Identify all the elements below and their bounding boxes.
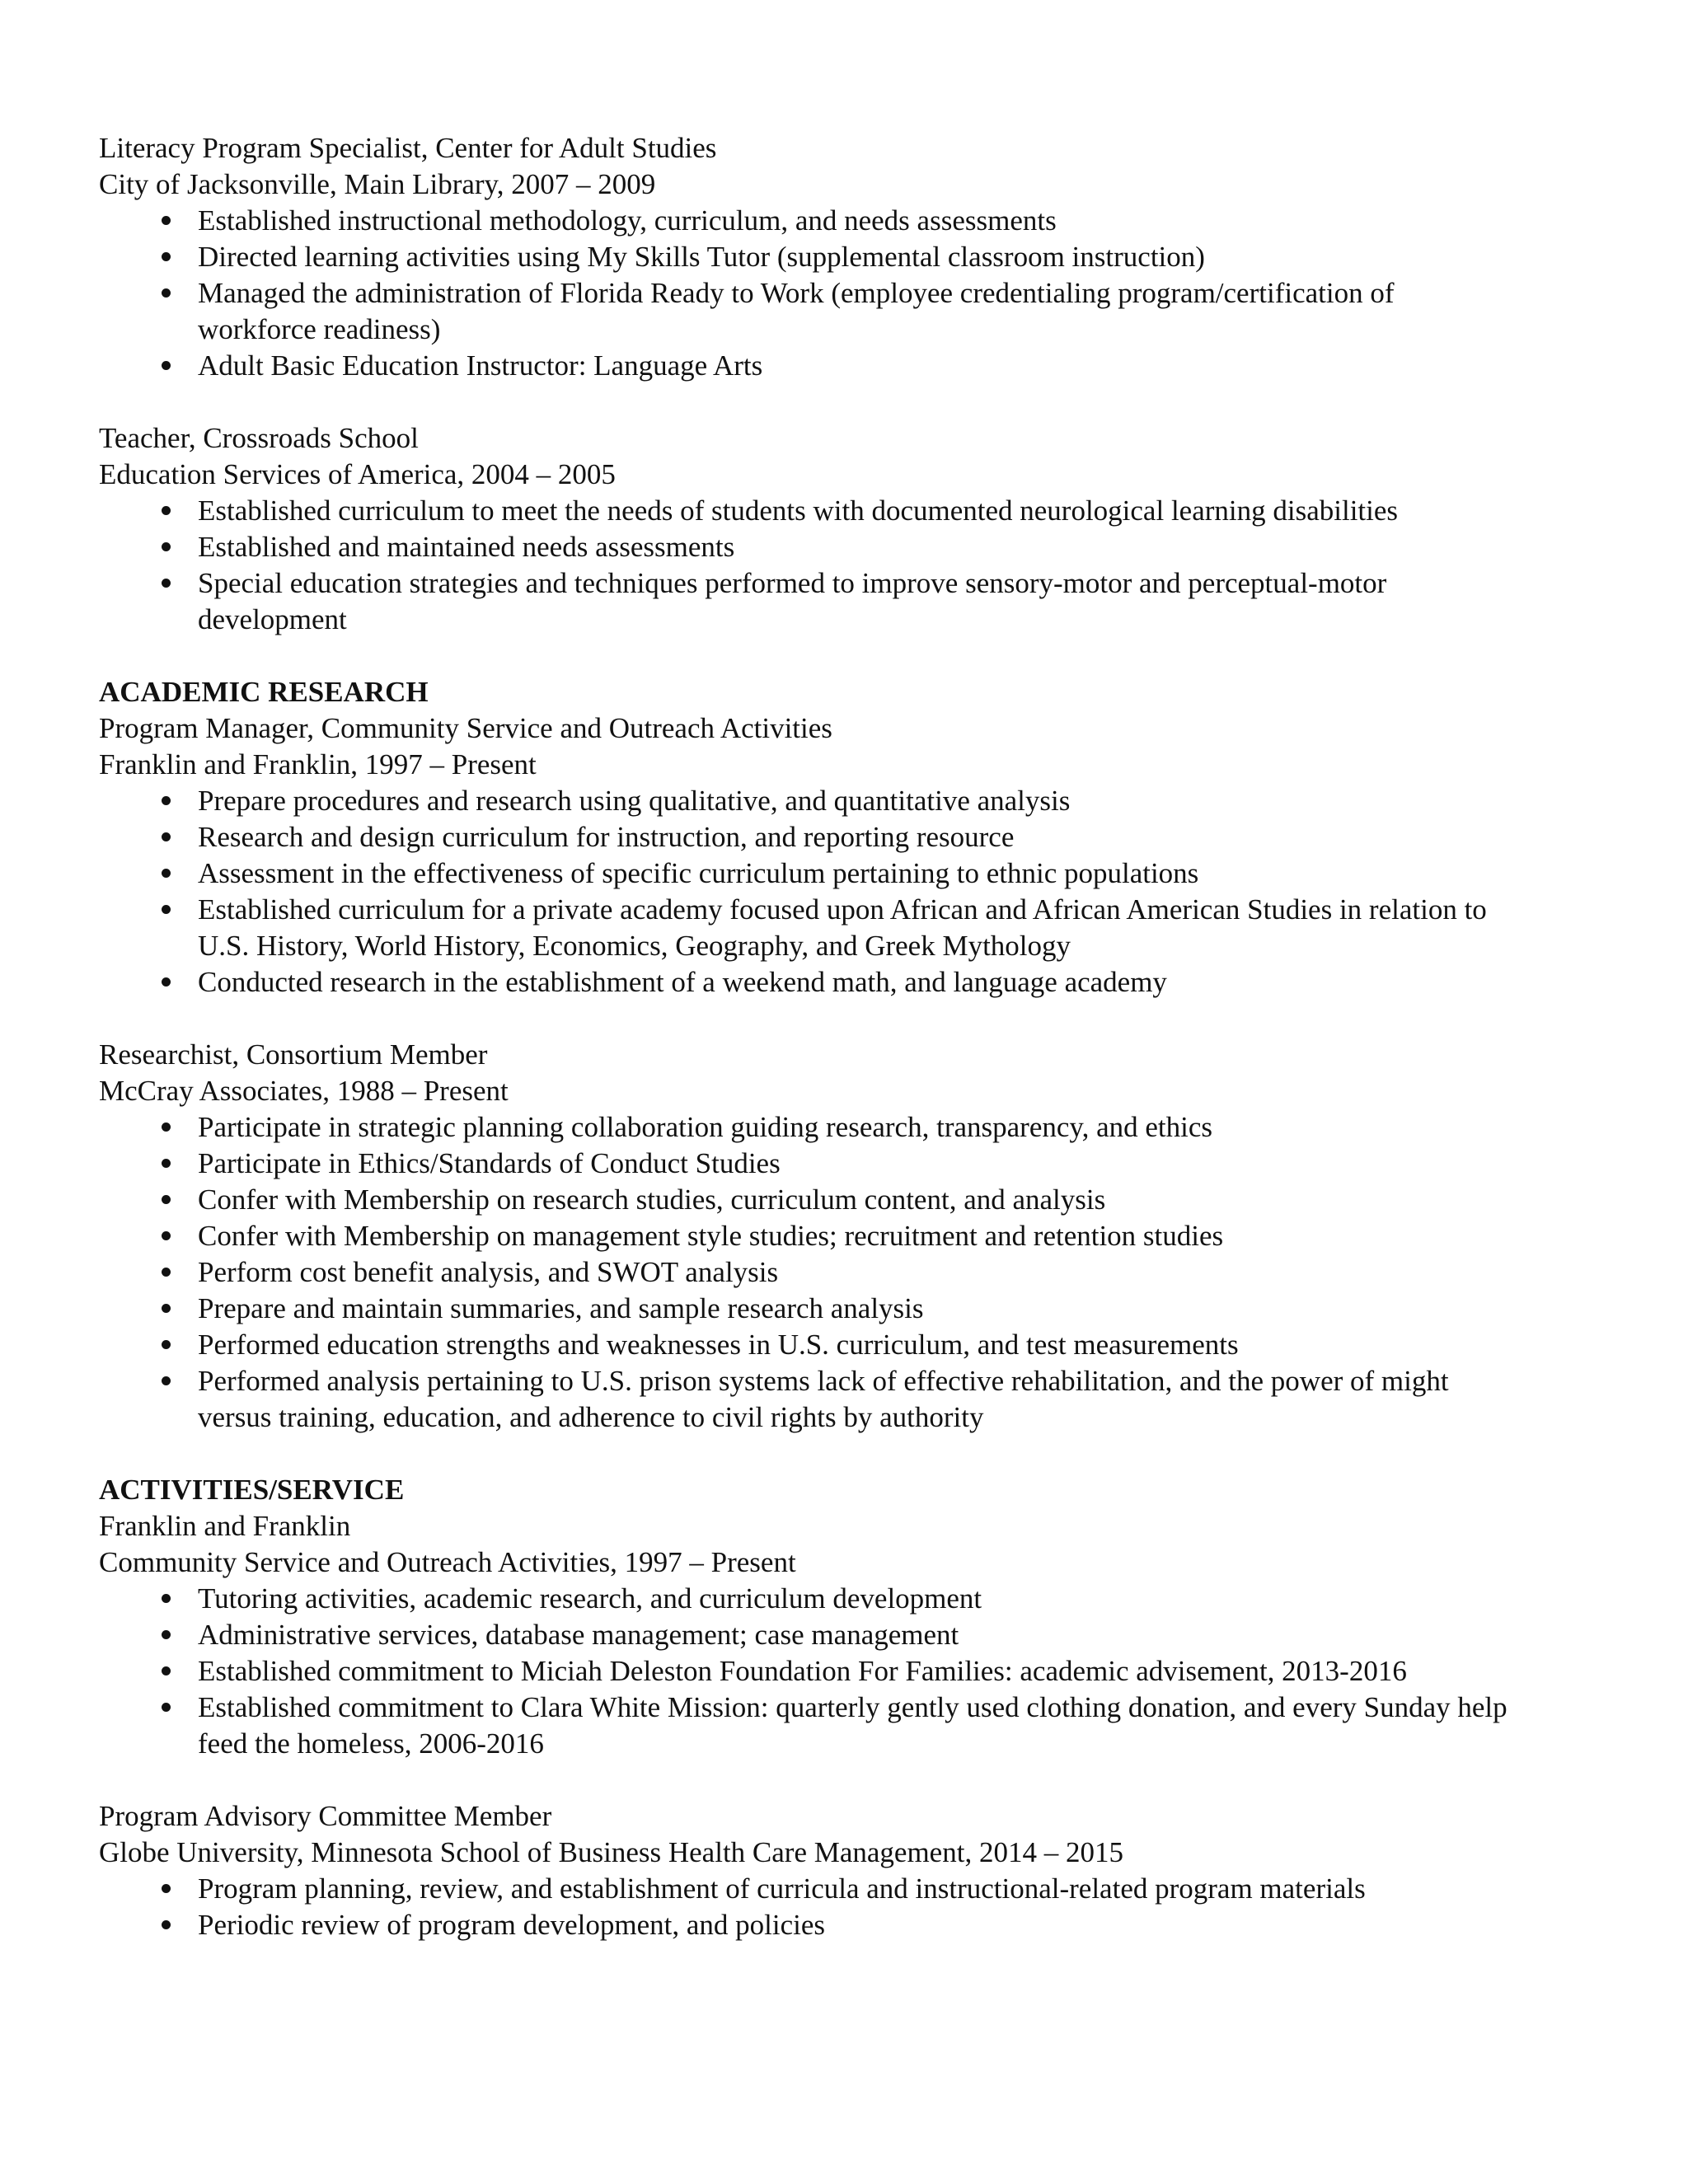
- bullet-item: Established commitment to Clara White Mission: quarterly gently used clothing donation, and every Sunday help feed the homeless, 2006-2016: [99, 1690, 1582, 1762]
- bullet-list: [99, 1871, 1582, 1943]
- bullet-list: [99, 493, 1582, 638]
- job-title: Researchist, Consortium Member: [99, 1038, 488, 1071]
- service-advisory-committee: [99, 1798, 1582, 1943]
- bullet-list: [99, 1109, 1582, 1436]
- job-org: Education Services of America, 2004 – 2005: [99, 458, 616, 490]
- bullet-item: Managed the administration of Florida Ready to Work (employee credentialing program/certification of workforce readiness): [99, 275, 1582, 348]
- service-franklin: [99, 1508, 1582, 1762]
- bullet-item: Confer with Membership on research studies, curriculum content, and analysis: [99, 1182, 1582, 1218]
- bullet-item: Conducted research in the establishment of a weekend math, and language academy: [99, 964, 1582, 1001]
- bullet-item: Established commitment to Miciah Deleston Foundation For Families: academic advisement, 2013-2016: [99, 1653, 1582, 1690]
- bullet-item: Assessment in the effectiveness of specific curriculum pertaining to ethnic populations: [99, 855, 1582, 892]
- bullet-item: Participate in Ethics/Standards of Conduct Studies: [99, 1146, 1582, 1182]
- job-title: Franklin and Franklin: [99, 1510, 351, 1542]
- job-org: City of Jacksonville, Main Library, 2007 – 2009: [99, 168, 656, 200]
- bullet-item: Established curriculum for a private academy focused upon African and African American Studies in relation to U.S. History, World History, Economics, Geography, and Greek Mythology: [99, 892, 1582, 964]
- bullet-item: Periodic review of program development, and policies: [99, 1907, 1582, 1943]
- bullet-item: Established curriculum to meet the needs of students with documented neurological learning disabilities: [99, 493, 1582, 529]
- bullet-item: Participate in strategic planning collaboration guiding research, transparency, and ethics: [99, 1109, 1582, 1146]
- bullet-list: [99, 783, 1582, 1001]
- experience-literacy-specialist: [99, 130, 1582, 384]
- bullet-item: Prepare procedures and research using qualitative, and quantitative analysis: [99, 783, 1582, 819]
- section-heading-academic-research: ACADEMIC RESEARCH: [99, 676, 429, 708]
- bullet-item: Directed learning activities using My Skills Tutor (supplemental classroom instruction): [99, 239, 1582, 275]
- bullet-item: Established and maintained needs assessments: [99, 529, 1582, 565]
- experience-teacher-crossroads: [99, 420, 1582, 638]
- bullet-item: Tutoring activities, academic research, and curriculum development: [99, 1581, 1582, 1617]
- bullet-item: Confer with Membership on management style studies; recruitment and retention studies: [99, 1218, 1582, 1254]
- job-title: Program Advisory Committee Member: [99, 1800, 552, 1832]
- job-title: Literacy Program Specialist, Center for Adult Studies: [99, 132, 717, 164]
- job-title: Teacher, Crossroads School: [99, 422, 419, 454]
- bullet-list: [99, 203, 1582, 384]
- job-org: Globe University, Minnesota School of Business Health Care Management, 2014 – 2015: [99, 1836, 1123, 1868]
- bullet-item: Performed analysis pertaining to U.S. prison systems lack of effective rehabilitation, and the power of might versus training, education, and adherence to civil rights by authority: [99, 1363, 1582, 1436]
- resume-page: [99, 130, 1582, 1943]
- bullet-item: Research and design curriculum for instruction, and reporting resource: [99, 819, 1582, 855]
- job-org: Community Service and Outreach Activities, 1997 – Present: [99, 1546, 796, 1578]
- job-title: Program Manager, Community Service and Outreach Activities: [99, 712, 832, 744]
- bullet-item: Prepare and maintain summaries, and sample research analysis: [99, 1291, 1582, 1327]
- bullet-item: Adult Basic Education Instructor: Language Arts: [99, 348, 1582, 384]
- bullet-item: Special education strategies and techniques performed to improve sensory-motor and perceptual-motor development: [99, 565, 1582, 638]
- research-program-manager: [99, 710, 1582, 1001]
- bullet-item: Perform cost benefit analysis, and SWOT analysis: [99, 1254, 1582, 1291]
- section-heading-activities-service: ACTIVITIES/SERVICE: [99, 1474, 405, 1506]
- research-consortium-member: [99, 1037, 1582, 1436]
- bullet-item: Performed education strengths and weaknesses in U.S. curriculum, and test measurements: [99, 1327, 1582, 1363]
- bullet-item: Established instructional methodology, curriculum, and needs assessments: [99, 203, 1582, 239]
- bullet-item: Administrative services, database management; case management: [99, 1617, 1582, 1653]
- job-org: Franklin and Franklin, 1997 – Present: [99, 748, 537, 780]
- bullet-item: Program planning, review, and establishment of curricula and instructional-related program materials: [99, 1871, 1582, 1907]
- job-org: McCray Associates, 1988 – Present: [99, 1075, 509, 1107]
- bullet-list: [99, 1581, 1582, 1762]
